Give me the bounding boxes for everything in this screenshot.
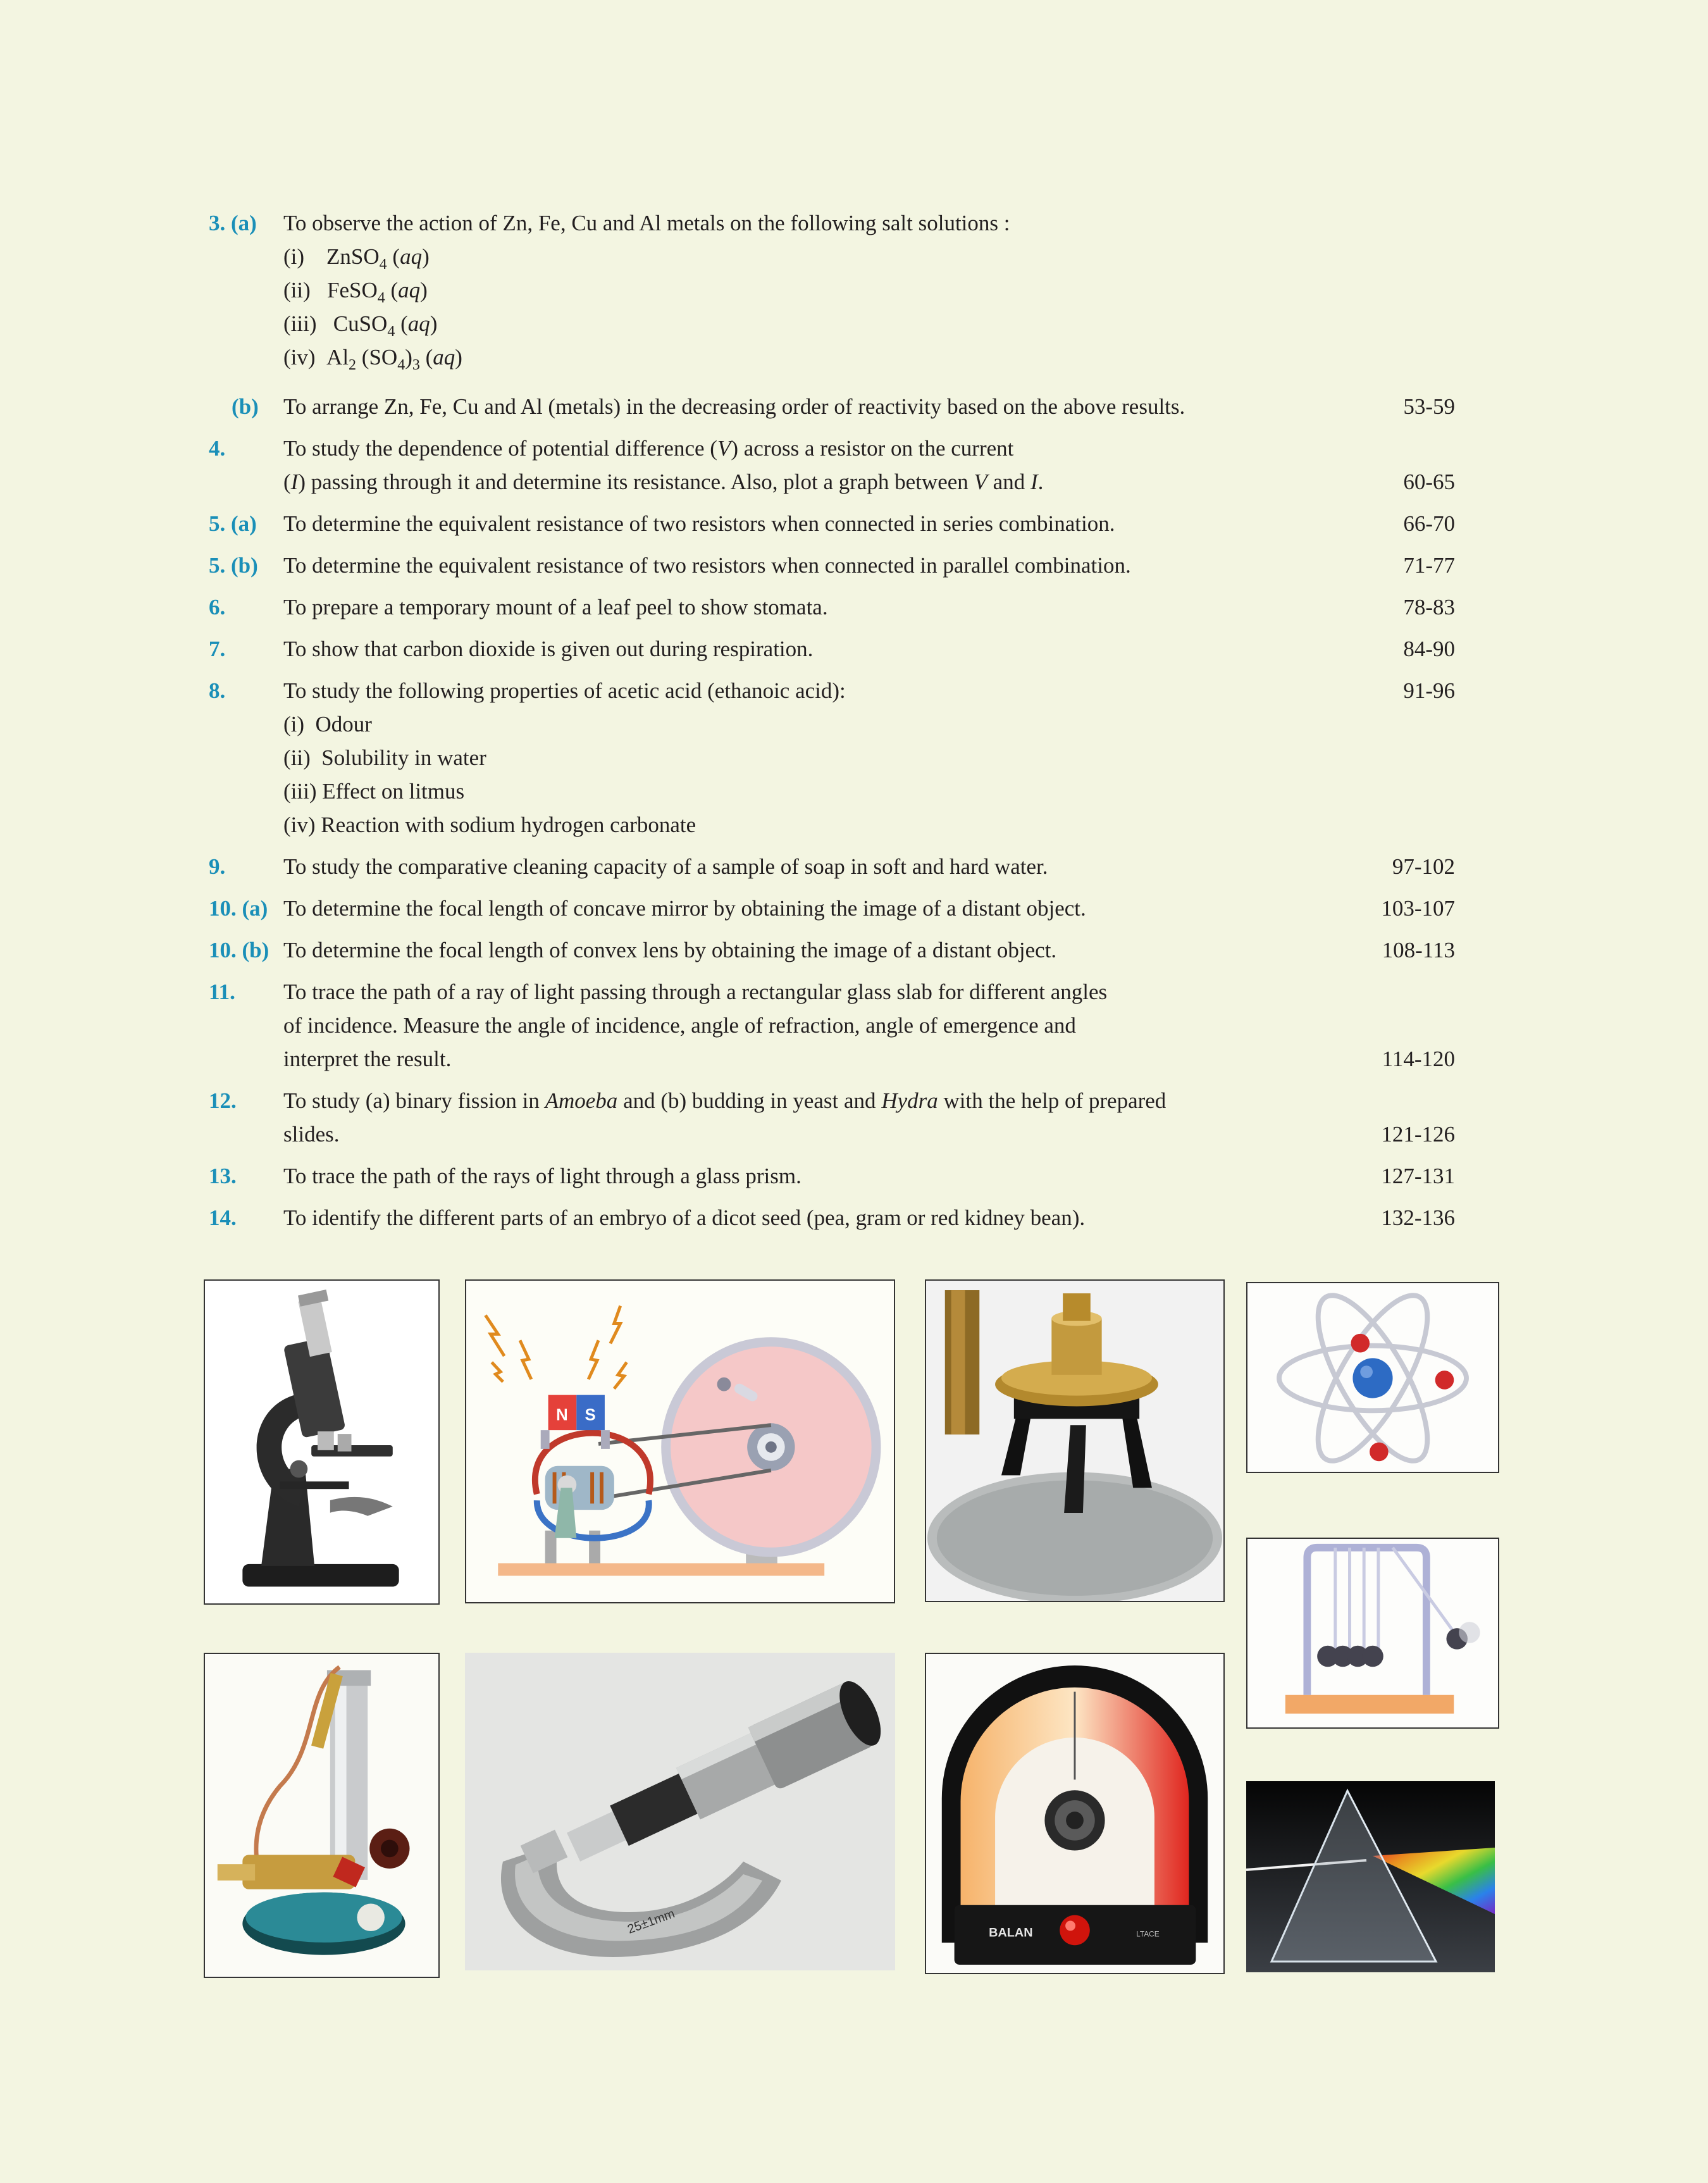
sub-item: (iii) CuSO$_4$ (aq) [283,311,438,340]
item-number: (b) [232,394,259,419]
svg-text:LTACE: LTACE [1136,1929,1160,1939]
sub-item: (iii) Effect on litmus [283,779,465,804]
item-text: To identify the different parts of an embryo of a dicot seed (pea, gram or red kidney bean). [283,1205,1086,1230]
item-text: To study (a) binary fission in Amoeba and (b) budding in yeast and Hydra with the help of prepared slides. [283,1088,1167,1147]
item-text: To observe the action of Zn, Fe, Cu and Al metals on the following salt solutions : [283,211,1010,235]
sub-item: (iv) $Al_2$ $(SO_4)_3$ (aq) [283,345,462,373]
item-text: To study the comparative cleaning capacity of a sample of soap in soft and hard water. [283,854,1048,879]
item-number: 12. [209,1088,237,1113]
item-text: To determine the equivalent resistance of two resistors when connected in parallel combination. [283,553,1131,578]
item-number: 6. [209,595,226,619]
list-item [209,674,1474,842]
generator-illustration [465,1279,895,1603]
microscope-image [204,1279,440,1605]
atom-illustration [1246,1282,1499,1473]
item-text: To determine the equivalent resistance of two resistors when connected in series combination. [283,511,1115,536]
item-number: 5. (a) [209,511,257,536]
item-text: To determine the focal length of concave mirror by obtaining the image of a distant object. [283,896,1086,921]
page-range: 103-107 [1381,896,1455,921]
item-text: To trace the path of the rays of light through a glass prism. [283,1164,801,1188]
sub-item: (iv) Reaction with sodium hydrogen carbonate [283,812,696,837]
page-range: 78-83 [1403,595,1455,619]
spherometer-image [925,1279,1225,1602]
item-number: 14. [209,1205,237,1230]
list-item [209,1159,1474,1193]
item-number: 5. (b) [209,553,258,578]
svg-text:25±1mm: 25±1mm [626,1906,677,1937]
bunsen-burner-image [204,1653,440,1978]
list-item [209,892,1474,925]
svg-text:BALAN: BALAN [989,1925,1033,1940]
list-item [209,975,1474,1076]
item-number: 8. [209,678,226,703]
item-text: To study the dependence of potential difference (V) across a resistor on the current (I) passing through it and determine its resistance. Also, plot a graph between V and I. [283,436,1044,494]
item-number: 10. (a) [209,896,268,921]
sub-item: (ii) FeSO$_4$ (aq) [283,278,428,306]
item-number: 13. [209,1164,237,1188]
page-range: 53-59 [1403,394,1455,419]
list-item [209,933,1474,967]
item-number: 4. [209,436,226,461]
page-range: 108-113 [1382,938,1455,962]
item-text: To trace the path of a ray of light passing through a rectangular glass slab for different angles of incidence. Measure the angle of incidence, angle of refraction, angle of emergence and interpret the result. [283,980,1108,1071]
list-item [209,390,1474,423]
list-item [209,632,1474,666]
svg-text:N: N [556,1406,568,1424]
sub-item: (i) Odour [283,712,372,737]
item-text: To arrange Zn, Fe, Cu and Al (metals) in the decreasing order of reactivity based on the above results. [283,394,1185,419]
list-item [209,206,1474,374]
item-text: To determine the focal length of convex lens by obtaining the image of a distant object. [283,938,1057,962]
list-item [209,507,1474,540]
page-range: 121-126 [1381,1122,1455,1147]
meter-image [925,1653,1225,1974]
list-item [209,549,1474,582]
sub-item: (i) ZnSO$_4$ (aq) [283,244,430,273]
item-number: 9. [209,854,226,879]
page-range: 66-70 [1403,511,1455,536]
page-range: 84-90 [1403,637,1455,661]
list-item [209,590,1474,624]
experiment-list [209,206,1474,1235]
page-range: 114-120 [1382,1047,1455,1071]
item-text: To study the following properties of acetic acid (ethanoic acid): [283,678,846,703]
item-text: To prepare a temporary mount of a leaf peel to show stomata. [283,595,828,619]
micrometer-image [465,1653,895,1970]
page-range: 71-77 [1403,553,1455,578]
list-item [209,1201,1474,1235]
page-range: 91-96 [1403,678,1455,703]
svg-text:S: S [585,1406,596,1424]
newtons-cradle-illustration [1246,1538,1499,1729]
item-number: 10. (b) [209,938,269,962]
sub-item: (ii) Solubility in water [283,745,486,770]
list-item [209,432,1474,499]
page-range: 132-136 [1381,1205,1455,1230]
page-range: 97-102 [1392,854,1455,879]
list-item [209,1084,1474,1151]
item-text: To show that carbon dioxide is given out during respiration. [283,637,814,661]
item-number: 7. [209,637,226,661]
page-range: 127-131 [1381,1164,1455,1188]
page-range: 60-65 [1403,470,1455,494]
item-number: 3. (a) [209,211,257,235]
item-number: 11. [209,980,235,1004]
list-item [209,850,1474,883]
prism-image [1246,1781,1495,1972]
